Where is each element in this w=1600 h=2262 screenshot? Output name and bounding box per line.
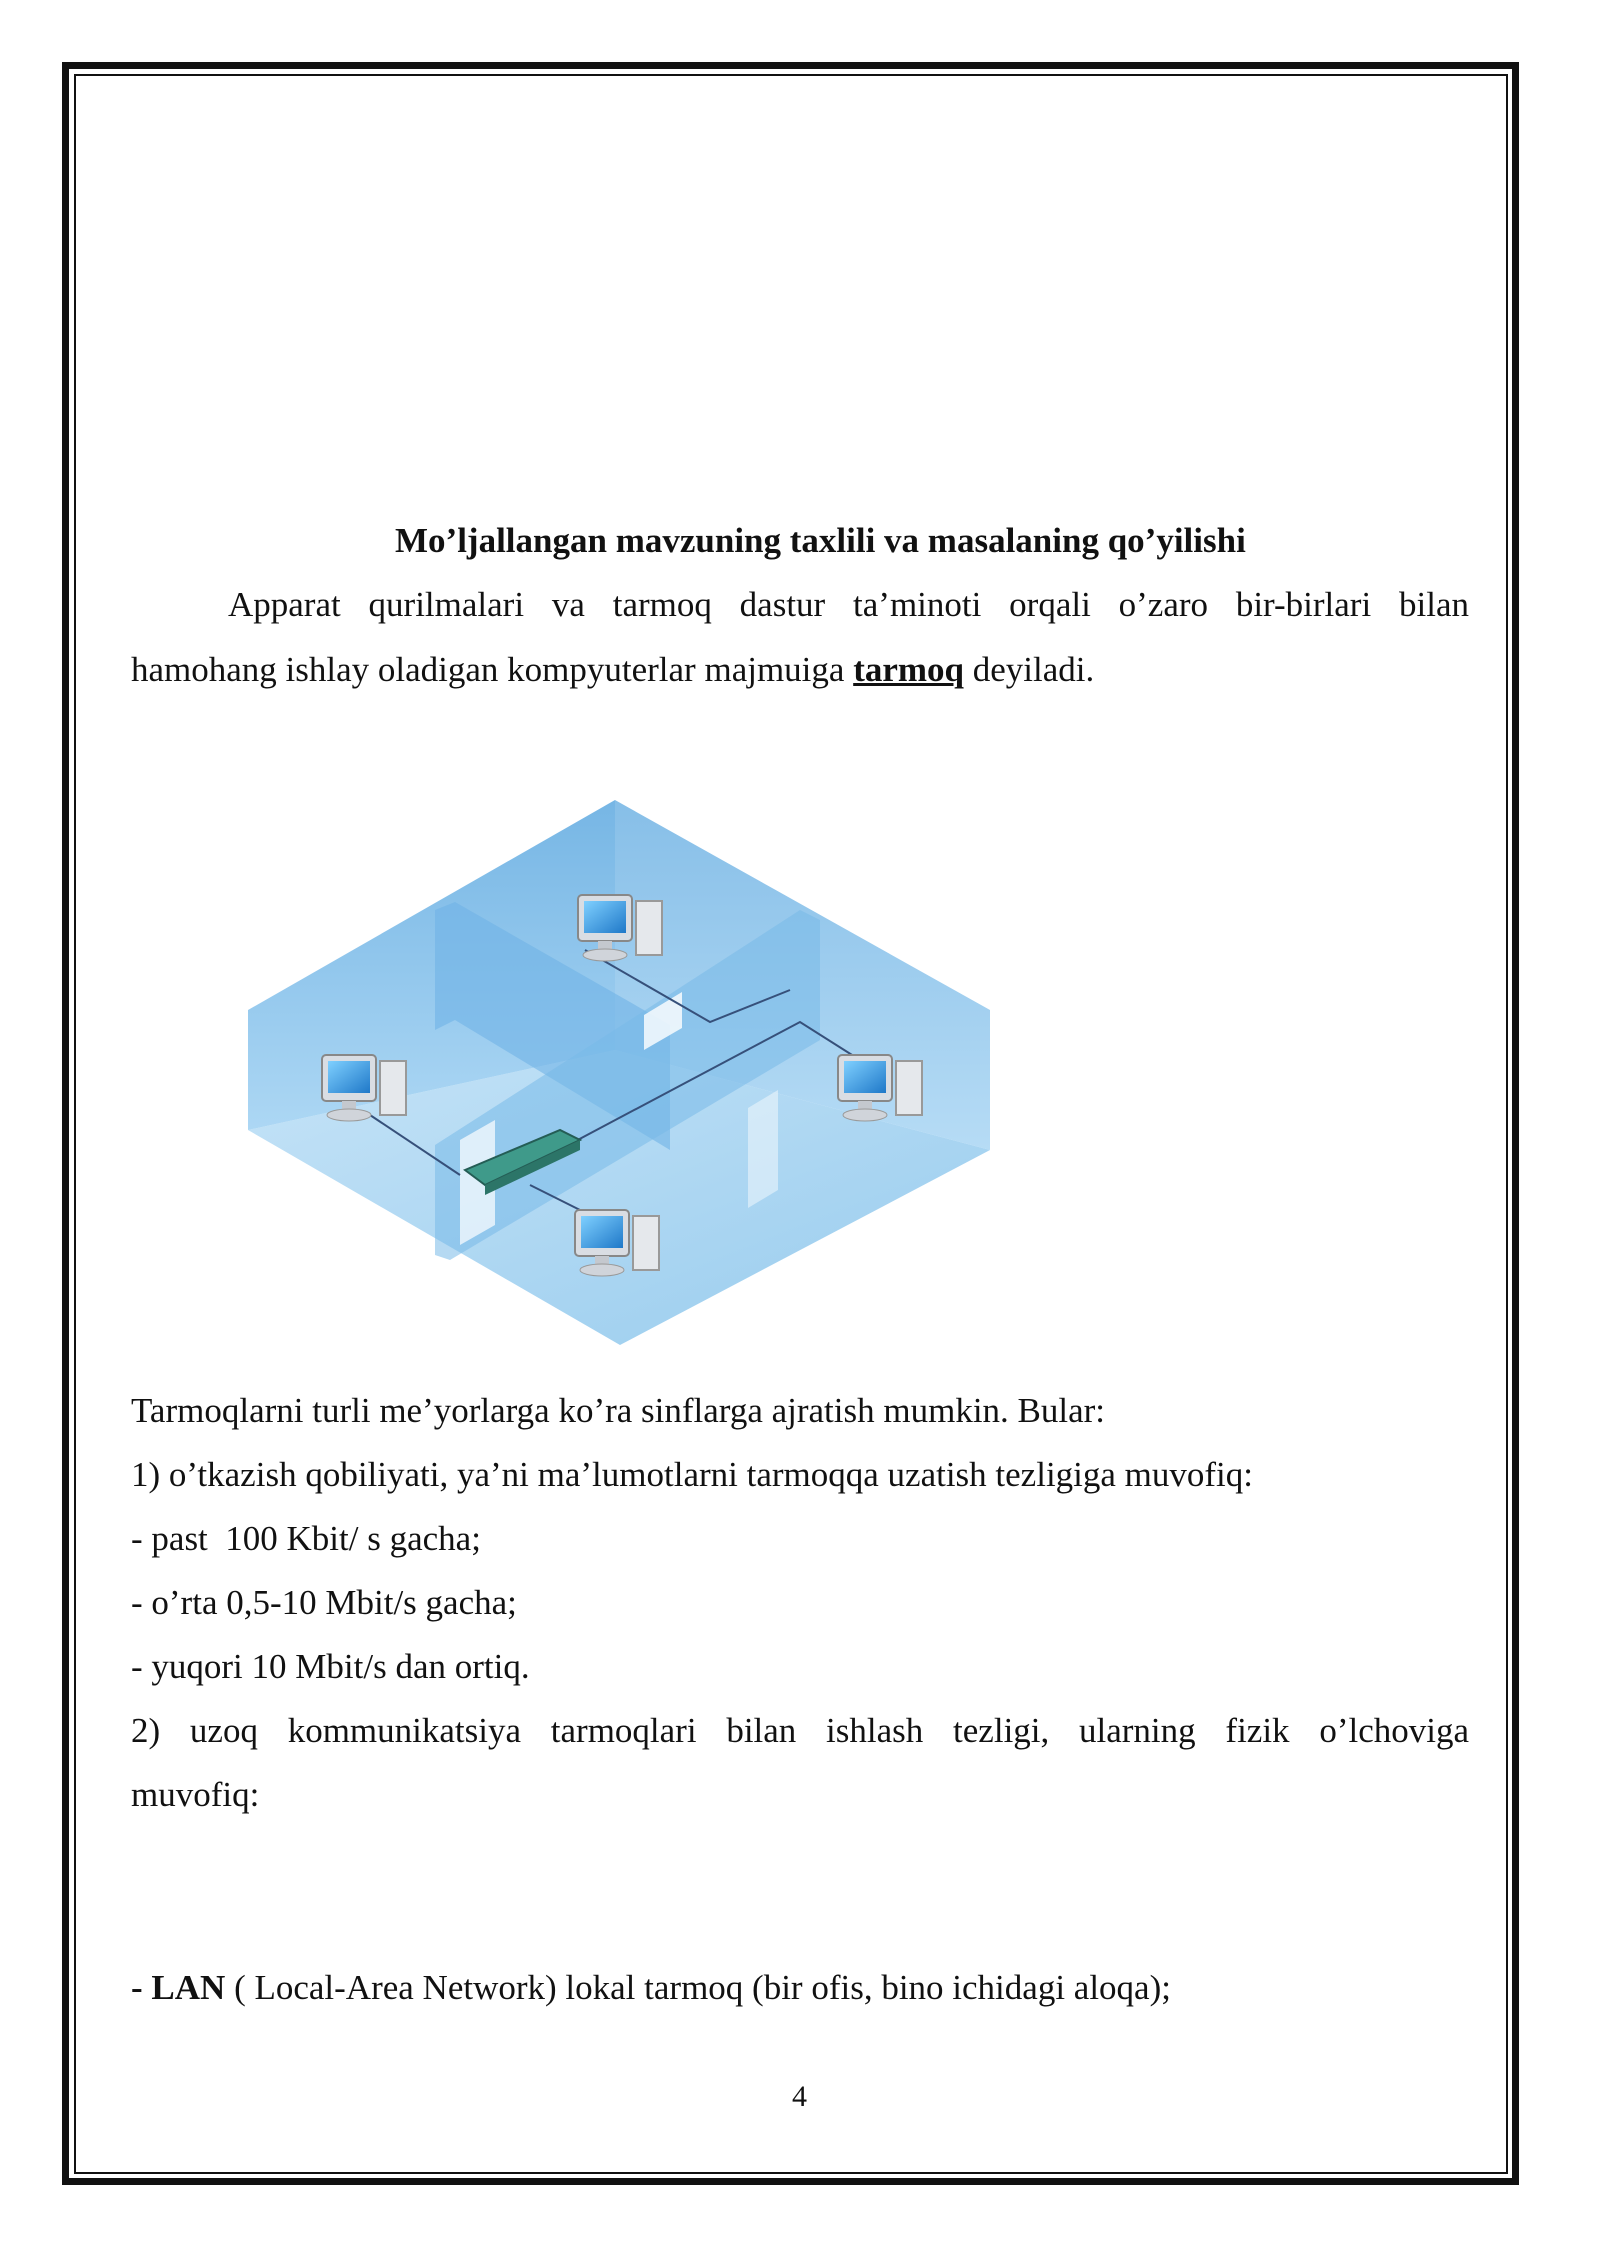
- criterion-1: 1) o’tkazish qobiliyati, ya’ni ma’lumotlarni tarmoqqa uzatish tezligiga muvofiq:: [131, 1455, 1253, 1494]
- intro-line-1: Apparat qurilmalari va tarmoq dastur ta’minoti orqali o’zaro bir-birlari bilan: [228, 585, 1469, 624]
- criterion-2-line-1: 2) uzoq kommunikatsiya tarmoqlari bilan ishlash tezligi, ularning fizik o’lchoviga: [131, 1711, 1469, 1750]
- door-frame-2: [748, 1090, 778, 1208]
- computer-icon-top: [578, 895, 662, 961]
- computer-icon-right: [838, 1055, 922, 1121]
- classification-intro: Tarmoqlarni turli me’yorlarga ko’ra sinflarga ajratish mumkin. Bular:: [131, 1391, 1106, 1430]
- speed-low: - past 100 Kbit/ s gacha;: [131, 1519, 481, 1558]
- term-tarmoq: tarmoq: [853, 650, 964, 689]
- speed-high: - yuqori 10 Mbit/s dan ortiq.: [131, 1647, 530, 1686]
- speed-mid: - o’rta 0,5-10 Mbit/s gacha;: [131, 1583, 517, 1622]
- section-title: Mo’ljallangan mavzuning taxlili va masalaning qo’yilishi: [395, 521, 1246, 560]
- computer-icon-bottom: [575, 1210, 659, 1276]
- lan-label: - LAN: [131, 1968, 226, 2007]
- criterion-2-line-2: muvofiq:: [131, 1775, 260, 1814]
- computer-icon-left: [322, 1055, 406, 1121]
- intro-line-2: hamohang ishlay oladigan kompyuterlar majmuiga tarmoq deyiladi.: [131, 650, 1095, 689]
- page-number: 4: [792, 2080, 807, 2113]
- network-illustration: [240, 790, 1000, 1350]
- lan-item: - LAN ( Local-Area Network) lokal tarmoq (bir ofis, bino ichidagi aloqa);: [131, 1968, 1171, 2007]
